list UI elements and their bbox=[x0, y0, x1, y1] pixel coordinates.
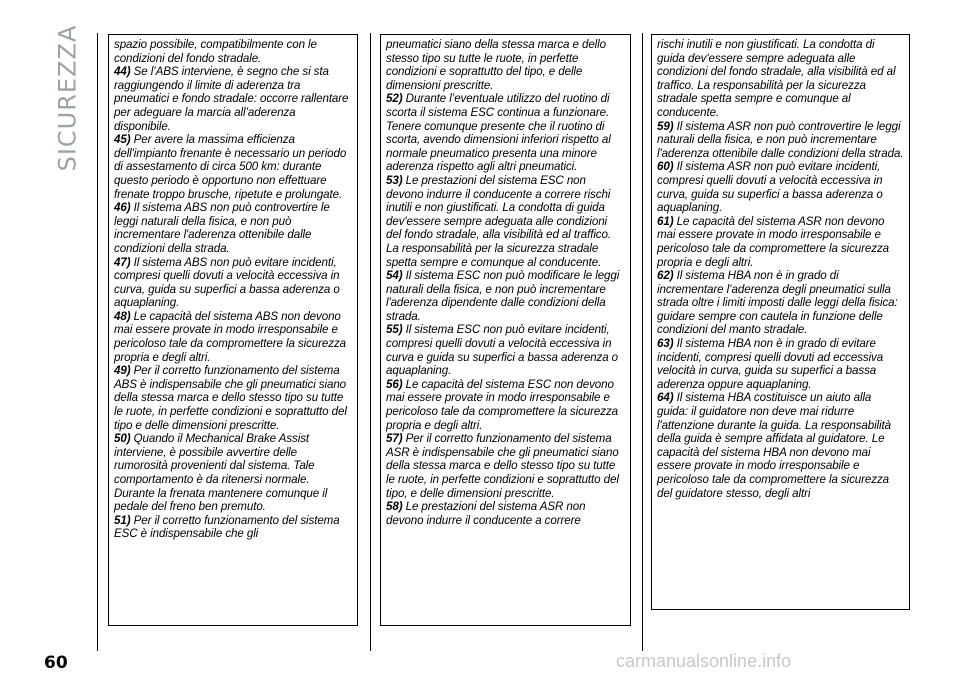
warning-paragraph bbox=[657, 215, 904, 269]
warning-paragraph bbox=[114, 364, 352, 432]
warning-paragraph bbox=[114, 514, 352, 541]
warning-text: Quando il Mechanical Brake Assist interviene, è possibile avvertire delle rumorosità provenienti dal sistema. Tale comportamento è da ritenersi normale. Durante la frenata mantenere comunque il pedale del freno ben premuto. bbox=[114, 432, 328, 514]
warning-paragraph bbox=[657, 337, 904, 391]
warning-paragraph bbox=[114, 256, 352, 310]
warning-paragraph bbox=[386, 174, 625, 269]
warning-text: rischi inutili e non giustificati. La condotta di guida dev'essere sempre adeguata alle condizioni del fondo stradale, alla visibilità ed al traffico. La responsabilità per la sicurezza stradale spetta sempre e comunque al conducente. bbox=[657, 38, 896, 119]
warning-paragraph bbox=[114, 38, 352, 65]
warning-text: Il sistema HBA non è in grado di incrementare l’aderenza degli pneumatici sulla strada oltre i limiti imposti dalle leggi della fisica: guidare sempre con cautela in funzione delle condizioni del manto stradale. bbox=[657, 269, 898, 337]
warning-paragraph bbox=[114, 310, 352, 364]
warning-number: 62) bbox=[657, 269, 674, 283]
warning-text: Le prestazioni del sistema ESC non devono indurre il conducente a correre rischi inutili e non giustificati. La condotta di guida dev'essere sempre adeguata alle condizioni del fondo stradale, alla visibilità ed al traffico. La responsabilità per la sicurezza stradale spetta sempre e comunque al conducente. bbox=[386, 173, 611, 269]
warning-paragraph bbox=[386, 92, 625, 174]
warning-list bbox=[657, 38, 904, 500]
warning-text: Per il corretto funzionamento del sistema ABS è indispensabile che gli pneumatici siano della stessa marca e dello stesso tipo su tutte le ruote, in perfette condizioni e soprattutto del tipo e delle dimensioni prescritte. bbox=[114, 364, 347, 432]
warning-number: 50) bbox=[114, 432, 131, 446]
warning-text: Le capacità del sistema ESC non devono mai essere provate in modo irresponsabile e pericoloso tale da compromettere la sicurezza propria e degli altri. bbox=[386, 377, 618, 432]
warning-paragraph bbox=[657, 160, 904, 214]
warning-text: Per avere la massima efficienza dell'impianto frenante è necessario un periodo di assestamento di circa 500 km: durante questo periodo è opportuno non effettuare frenate troppo brusche, ripetute e prolungate. bbox=[114, 133, 347, 201]
warning-box-column-2 bbox=[380, 34, 631, 626]
warning-number: 63) bbox=[657, 337, 674, 351]
warning-paragraph bbox=[386, 38, 625, 92]
warning-paragraph bbox=[114, 432, 352, 514]
warning-text: Per il corretto funzionamento del sistema ASR è indispensabile che gli pneumatici siano della stessa marca e dello stesso tipo su tutte le ruote, in perfette condizioni e soprattutto del tipo, e delle dimensioni prescritte. bbox=[386, 432, 619, 500]
warning-paragraph bbox=[386, 378, 625, 432]
warning-number: 45) bbox=[114, 133, 131, 147]
warning-text: Durante l’eventuale utilizzo del ruotino di scorta il sistema ESC continua a funzionare. Tenere comunque presente che il ruotino di scorta, avendo dimensioni inferiori rispetto al normale pneumatico presenta una minore aderenza rispetto agli altri pneumatici. bbox=[386, 92, 611, 174]
warning-text: Il sistema ASR non può controvertire le leggi naturali della fisica, e non può incrementare l'aderenza ottenibile dalle condizioni della strada. bbox=[657, 119, 904, 160]
warning-text: spazio possibile, compatibilmente con le condizioni del fondo stradale. bbox=[114, 38, 317, 65]
warning-box-column-1 bbox=[108, 34, 358, 626]
warning-paragraph bbox=[386, 432, 625, 500]
warning-paragraph bbox=[386, 323, 625, 377]
warning-number: 61) bbox=[657, 214, 674, 228]
warning-paragraph bbox=[657, 391, 904, 500]
warning-number: 46) bbox=[114, 201, 131, 215]
page-number: 60 bbox=[44, 653, 68, 673]
section-title bbox=[52, 24, 82, 171]
warning-text: Le prestazioni del sistema ASR non devono indurre il conducente a correre bbox=[386, 500, 586, 527]
warning-number: 59) bbox=[657, 119, 674, 133]
warning-number: 44) bbox=[114, 65, 131, 79]
warning-text: Per il corretto funzionamento del sistema ESC è indispensabile che gli bbox=[114, 513, 340, 541]
watermark: carmanualsonline.info bbox=[616, 651, 792, 671]
warning-number: 51) bbox=[114, 513, 131, 527]
column-divider-2 bbox=[642, 33, 643, 651]
margin-divider bbox=[97, 33, 98, 651]
warning-paragraph bbox=[657, 269, 904, 337]
warning-list bbox=[386, 38, 625, 527]
warning-paragraph bbox=[386, 269, 625, 323]
warning-number: 64) bbox=[657, 391, 674, 405]
warning-text: Il sistema ESC non può modificare le leggi naturali della fisica, e non può incrementare l'aderenza dipendente dalle condizioni della strada. bbox=[386, 269, 620, 323]
warning-number: 55) bbox=[386, 323, 403, 337]
warning-number: 54) bbox=[386, 269, 403, 283]
warning-text: Se l’ABS interviene, è segno che si sta raggiungendo il limite di aderenza tra pneumatici e fondo stradale: occorre rallentare per adeguare la marcia all’aderenza disponibile. bbox=[114, 65, 349, 133]
warning-paragraph bbox=[114, 65, 352, 133]
warning-text: Le capacità del sistema ABS non devono mai essere provate in modo irresponsabile e pericoloso tale da compromettere la sicurezza propria e degli altri. bbox=[114, 309, 346, 364]
section-title-text: SICUREZZA bbox=[53, 24, 81, 171]
warning-paragraph bbox=[386, 500, 625, 527]
warning-text: Il sistema ESC non può evitare incidenti, compresi quelli dovuti a velocità eccessiva in curva e guida su superfici a bassa aderenza o aquaplaning. bbox=[386, 323, 619, 378]
warning-number: 48) bbox=[114, 309, 131, 323]
warning-number: 56) bbox=[386, 377, 403, 391]
warning-box-column-3 bbox=[651, 34, 910, 610]
warning-number: 60) bbox=[657, 160, 674, 174]
warning-number: 52) bbox=[386, 92, 403, 106]
warning-paragraph bbox=[114, 133, 352, 201]
column-divider-1 bbox=[370, 33, 371, 651]
warning-paragraph bbox=[657, 120, 904, 161]
warning-number: 58) bbox=[386, 500, 403, 514]
warning-text: Il sistema ASR non può evitare incidenti, compresi quelli dovuti a velocità eccessiva in curva, guida su superfici a bassa aderenza o aquaplaning. bbox=[657, 160, 883, 215]
warning-paragraph bbox=[114, 201, 352, 255]
warning-number: 47) bbox=[114, 255, 131, 269]
warning-text: Le capacità del sistema ASR non devono mai essere provate in modo irresponsabile e pericoloso tale da compromettere la sicurezza propria e degli altri. bbox=[657, 214, 889, 269]
warning-number: 49) bbox=[114, 364, 131, 378]
warning-text: pneumatici siano della stessa marca e dello stesso tipo su tutte le ruote, in perfette condizioni e soprattutto del tipo, e delle dimensioni prescritte. bbox=[386, 38, 606, 92]
warning-text: Il sistema ABS non può controvertire le leggi naturali della fisica, e non può incrementare l'aderenza ottenibile dalle condizioni della strada. bbox=[114, 201, 330, 255]
warning-paragraph bbox=[657, 38, 904, 120]
warning-text: Il sistema HBA costituisce un aiuto alla guida: il guidatore non deve mai ridurre l'attenzione durante la guida. La responsabilità della guida è sempre affidata al guidatore. Le capacità del sistema HBA non devono mai essere provate in modo irresponsabile e pericoloso tale da compromettere la sicurezza del guidatore stesso, degli altri bbox=[657, 391, 891, 500]
warning-list bbox=[114, 38, 352, 541]
warning-text: Il sistema ABS non può evitare incidenti, compresi quelli dovuti a velocità eccessiva in curva, guida su superfici a bassa aderenza o aquaplaning. bbox=[114, 255, 340, 310]
warning-number: 57) bbox=[386, 432, 403, 446]
warning-text: Il sistema HBA non è in grado di evitare incidenti, compresi quelli dovuti ad eccessiva velocità in curva, guida su superfici a bassa aderenza oppure aquaplaning. bbox=[657, 337, 884, 391]
warning-number: 53) bbox=[386, 173, 403, 187]
